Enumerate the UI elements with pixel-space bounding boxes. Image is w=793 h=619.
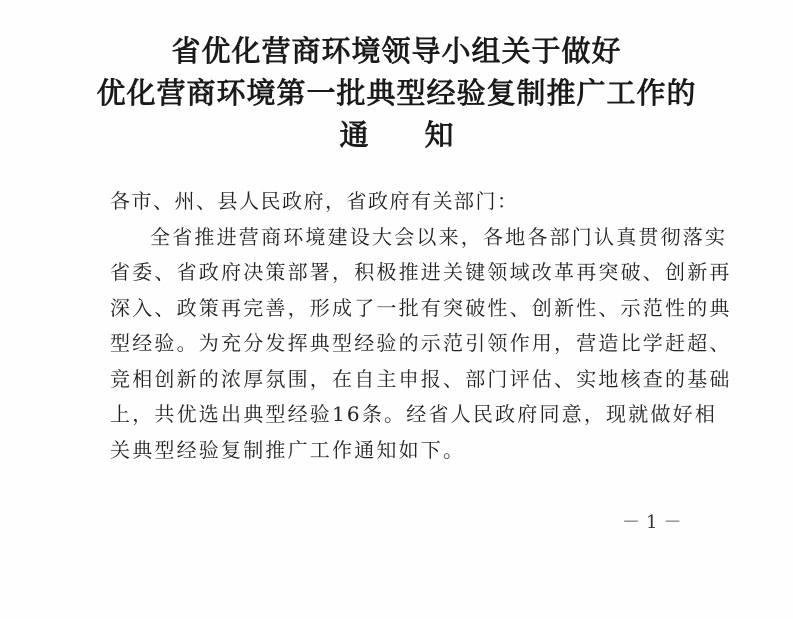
- title-line-2: 优化营商环境第一批典型经验复制推广工作的: [96, 76, 697, 110]
- paragraph-line: 全省推进营商环境建设大会以来，各地各部门认真贯彻落实: [150, 224, 728, 249]
- title-line-3: 通知: [339, 118, 510, 152]
- document-body: [110, 184, 732, 468]
- paragraph-line: 深入、政策再完善，形成了一批有突破性、创新性、示范性的典: [110, 295, 732, 320]
- paragraph-line: 型经验。为充分发挥典型经验的示范引领作用，营造比学赶超、: [110, 331, 732, 355]
- paragraph-line: 上，共优选出典型经验16条。经省人民政府同意，现就做好相: [110, 402, 718, 426]
- paragraph-line: 关典型经验复制推广工作通知如下。: [110, 437, 466, 462]
- salutation: 各市、州、县人民政府，省政府有关部门：: [110, 189, 519, 213]
- title-line-1: 省优化营商环境领导小组关于做好: [171, 34, 622, 68]
- paragraph-line: 竞相创新的浓厚氛围，在自主申报、部门评估、实地核查的基础: [110, 366, 732, 391]
- document-title: [0, 30, 793, 156]
- paragraph-line: 省委、省政府决策部署，积极推进关键领域改革再突破、创新再: [110, 260, 732, 284]
- page-number: －1－: [622, 512, 688, 533]
